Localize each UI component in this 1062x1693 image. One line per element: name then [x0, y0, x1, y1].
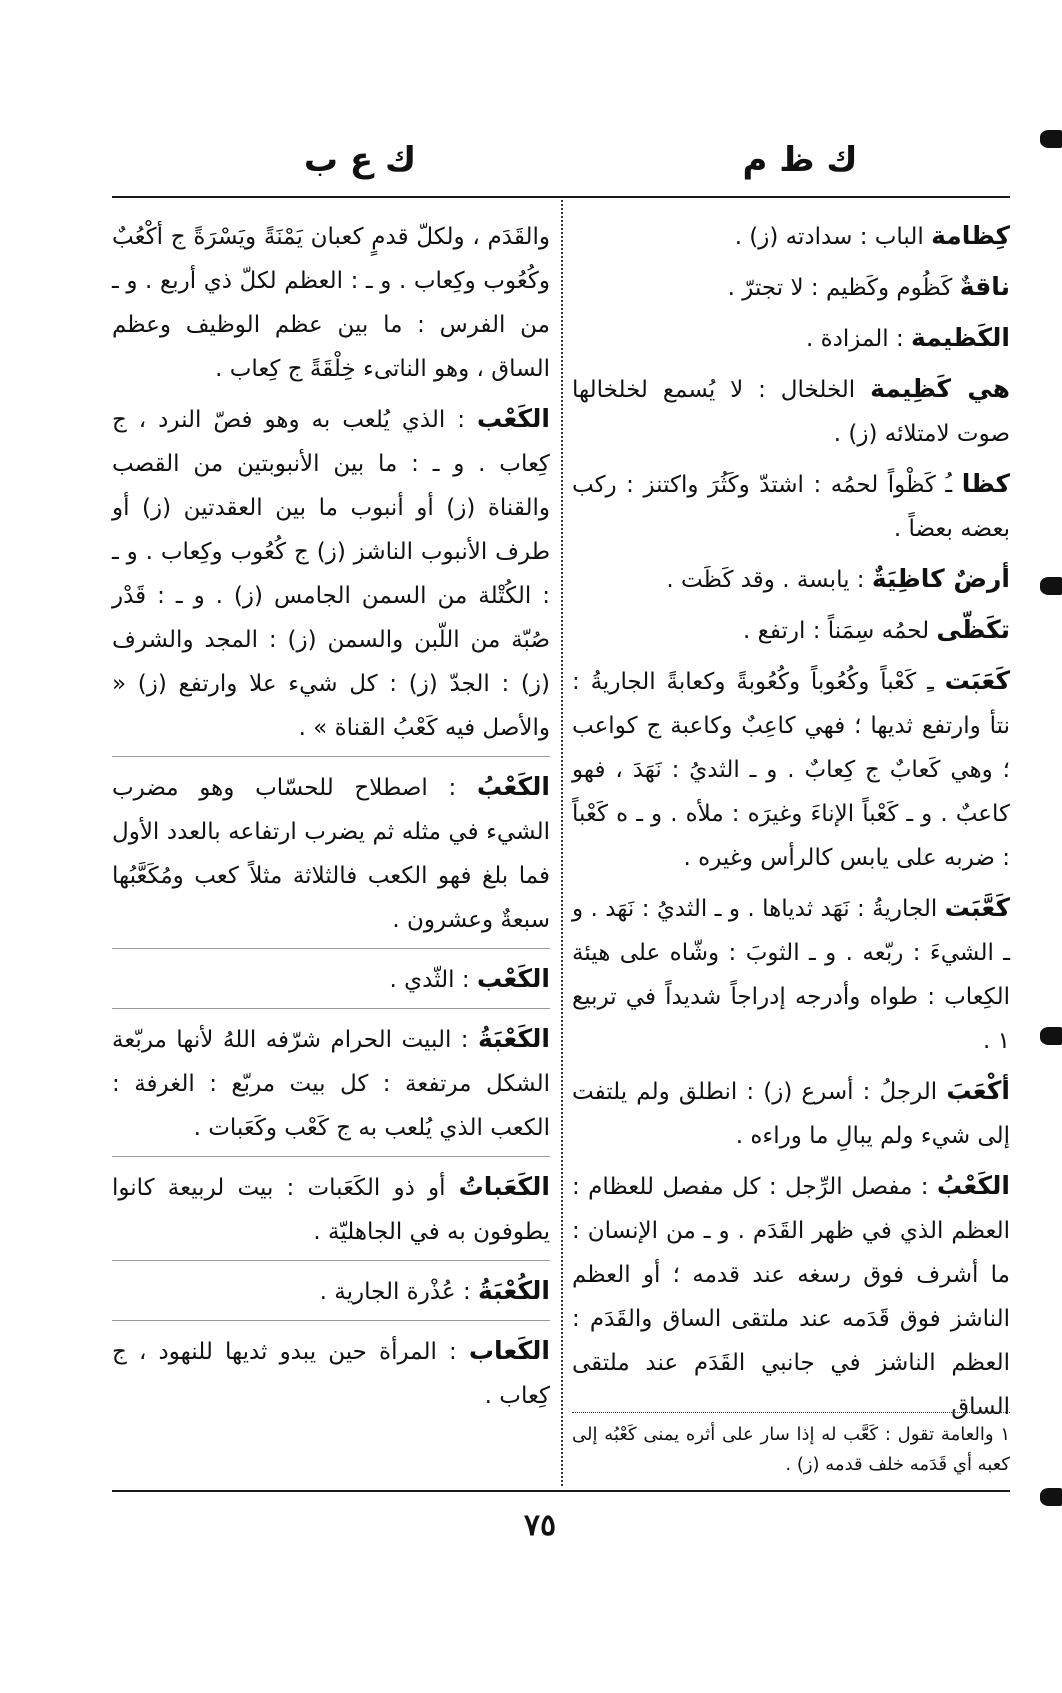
definition: لحمُه سِمَناً : ارتفع . — [743, 618, 937, 644]
entry-separator — [112, 1156, 550, 1157]
bottom-rule — [112, 1490, 1010, 1492]
entry-separator — [112, 1260, 550, 1261]
headword: الكَعْبُ — [936, 1171, 1010, 1200]
entry — [572, 462, 1010, 551]
entry-separator — [112, 1320, 550, 1321]
headword: الكَعاب — [468, 1336, 550, 1365]
headword: الكَعْبُ — [476, 772, 550, 801]
entry — [572, 214, 1010, 259]
right-column — [572, 214, 1010, 1435]
headword: هي كَظِيمة — [870, 374, 1010, 403]
definition: : عُذْرة الجارية . — [319, 1279, 479, 1305]
definition: : البيت الحرام شرّفه اللهُ لأنها مربّعة الشكل مرتفعة : كل بيت مربّع : الغرفة : الكعب الذي يُلعب به ج كَعْب وكَعَبات . — [112, 1027, 550, 1141]
headword: الكَعْب — [476, 964, 550, 993]
entry-separator — [112, 756, 550, 757]
headword: كِظامة — [931, 221, 1010, 250]
page-number: ٧٥ — [523, 1508, 557, 1543]
entry — [112, 1329, 550, 1418]
entry — [572, 659, 1010, 880]
definition: ـِ كَعْباً وكُعُوباً وكُعُوبةً وكعابةً الجاريةُ : نتأ وارتفع ثديها ؛ فهي كاعِبٌ وكاعبة ج كواعب ؛ وهي كَعابٌ ج كِعابٌ . و ـ الثديُ : نَهَدَ ، فهو كاعبٌ . و ـ كَعْباً الإناءَ وغيرَه : ملأه . و ـ ه كَعْباً : ضربه على يابس كالرأس وغيره . — [572, 669, 1010, 871]
definition: : اصطلاح للحسّاب وهو مضرب الشيء في مثله ثم يضرب ارتفاعه بالعدد الأول فما بلغ فهو الكعب فالثلاثة مثلاً كعب ومُكَعَّبُها سبعةٌ وعشرون . — [112, 775, 550, 933]
footnote-rule — [572, 1412, 1010, 1413]
definition: : المزادة . — [805, 326, 912, 352]
entry — [572, 316, 1010, 361]
entry — [572, 557, 1010, 602]
definition: الخلخال : لا يُسمع لخلخالها صوت لامتلائه (ز) . — [572, 377, 1010, 447]
definition: والقَدَم ، ولكلّ قدمٍ كعبان يَمْنَةً ويَسْرَةً ج أكْعُبٌ وكُعُوب وكِعاب . و ـ : العظم لكلّ ذي أربع . و ـ من الفرس : ما بين عظم الوظيف وعظم الساق ، وهو الناتىء خِلْقَةً ج كِعاب . — [112, 224, 550, 382]
left-column-root-heading: ك ع ب — [303, 140, 417, 180]
entry — [112, 214, 550, 391]
definition: أو ذو الكَعَبات : بيت لربيعة كانوا يطوفون به في الجاهليّة . — [112, 1175, 550, 1245]
headword: كظا — [961, 469, 1010, 498]
headword: ناقة — [959, 272, 1010, 301]
column-divider — [561, 200, 563, 1486]
entry — [572, 367, 1010, 456]
entry — [572, 1164, 1010, 1429]
margin-ink-mark — [1040, 1488, 1062, 1506]
definition: الباب : سدادته (ز) . — [734, 224, 932, 250]
definition: الرجلُ : أسرع (ز) : انطلق ولم يلتفت إلى شيء ولم يبالِ ما وراءه . — [572, 1079, 1010, 1149]
headword: الكَعْبَةُ — [478, 1024, 550, 1053]
margin-ink-mark — [1040, 577, 1062, 595]
entry — [112, 1165, 550, 1254]
entry — [572, 1069, 1010, 1158]
top-rule — [112, 196, 1010, 198]
definition: الجاريةُ : نَهَد ثدياها . و ـ الثديُ : نَهَد . و ـ الشيءَ : ربّعه . و ـ الثوبَ : وشّاه على هيئة الكِعاب : طواه وأدرجه إدراجاً شديداً في تربيع ١ . — [572, 896, 1010, 1054]
headword: أكْعَبَ — [946, 1076, 1010, 1105]
footnote: ١ والعامة تقول : كَعَّب له إذا سار على أثره يمنى كَعْبُه إلى كعبه أي قَدَمه خلف قدمه (ز) . — [572, 1424, 1010, 1475]
definition: ٌ كَظُوم وكَظيم : لا تجترّ . — [727, 275, 960, 301]
left-column — [112, 214, 550, 1424]
margin-ink-mark — [1040, 130, 1062, 148]
entry — [112, 1269, 550, 1314]
definition: ـُ كَظْواً لحمُه : اشتدّ وكَثُرَ واكتنز : ركب بعضه بعضاً . — [572, 472, 1010, 542]
headword: كَعَّبَت — [944, 893, 1010, 922]
entry — [572, 608, 1010, 653]
definition: : يابسة . وقد كَظَت . — [666, 567, 872, 593]
definition: : المرأة حين يبدو ثديها للنهود ، ج كِعاب . — [112, 1339, 550, 1409]
entry — [112, 765, 550, 942]
headword: الكُعْبَةُ — [478, 1276, 550, 1305]
headword: تكَظّى — [936, 615, 1010, 644]
entry — [112, 1017, 550, 1150]
definition: : مفصل الرِّجل : كل مفصل للعظام : العظم الذي في ظهر القَدَم . و ـ من الإنسان : ما أشرف فوق رسغه عند قدمه ؛ أو العظم الناشز فوق قَدَمه عند ملتقى الساق والقَدَم : العظم الناشز في جانبي القَدَم عند ملتقى الساق — [572, 1174, 1010, 1420]
headword: الكَظيمة — [911, 323, 1010, 352]
entry — [112, 397, 550, 750]
definition: : الذي يُلعب به وهو فصّ النرد ، ج كِعاب . و ـ : ما بين الأنبوبتين من القصب والقناة (ز) أو أنبوب ما بين العقدتين (ز) أو طرف الأنبوب الناشز (ز) ج كُعُوب وكِعاب . و ـ : الكُتْلة من السمن الجامس (ز) . و ـ : قَدْر صُبّة من اللّبن والسمن (ز) : المجد والشرف (ز) : الجدّ (ز) : كل شيء علا وارتفع (ز) « والأصل فيه كَعْبُ القناة » . — [112, 407, 550, 741]
entry-separator — [112, 948, 550, 949]
headword: الكَعَباتُ — [458, 1172, 550, 1201]
headword: أرضٌ كاظِيَةٌ — [871, 564, 1010, 593]
entry — [572, 265, 1010, 310]
margin-ink-mark — [1040, 1027, 1062, 1045]
entry-separator — [112, 1008, 550, 1009]
right-column-root-heading: ك ظ م — [742, 140, 858, 180]
entry — [112, 957, 550, 1002]
entry — [572, 886, 1010, 1063]
headword: كَعَبَت — [944, 666, 1010, 695]
definition: : الثّدي . — [389, 967, 477, 993]
headword: الكَعْب — [476, 404, 550, 433]
